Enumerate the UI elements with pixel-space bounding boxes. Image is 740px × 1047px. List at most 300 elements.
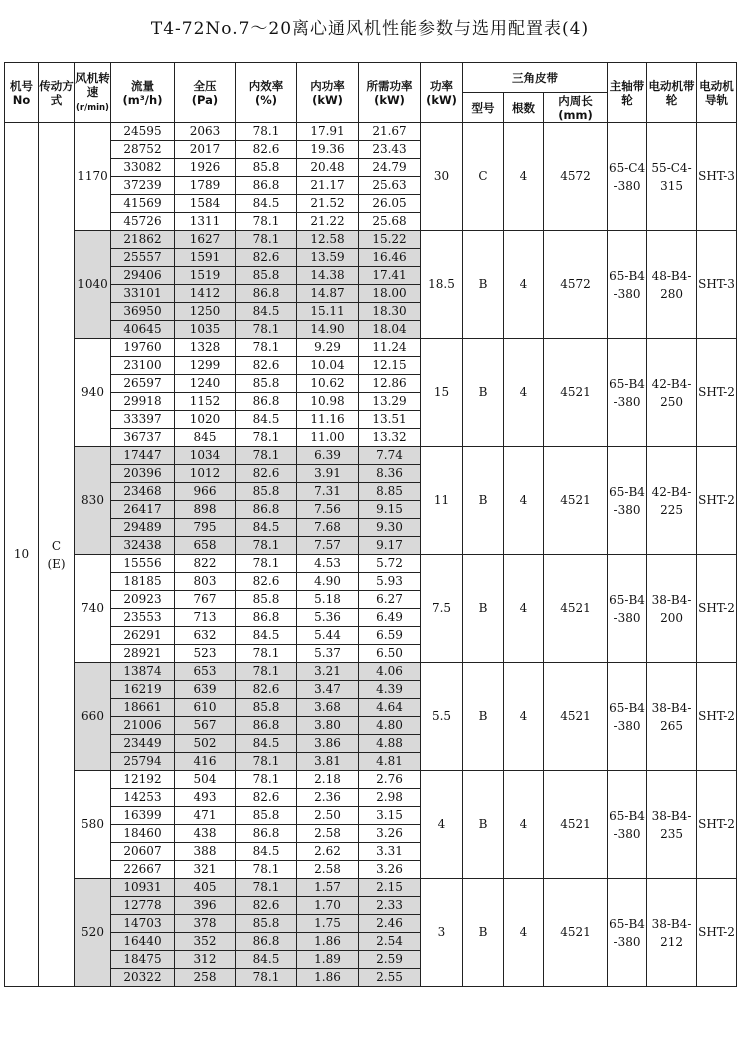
efficiency-cell: 78.1 [236, 213, 297, 231]
pressure-cell: 653 [175, 663, 236, 681]
pressure-cell: 396 [175, 897, 236, 915]
internal-power-cell: 5.44 [297, 627, 359, 645]
header-fan-speed: 风机转速 (r/min) [75, 63, 111, 123]
motor-rail-cell: SHT-3 [697, 123, 737, 231]
flow-cell: 24595 [111, 123, 175, 141]
required-power-cell: 9.30 [359, 519, 421, 537]
table-row [5, 339, 737, 357]
efficiency-cell: 82.6 [236, 573, 297, 591]
pressure-cell: 1250 [175, 303, 236, 321]
belt-type-cell: B [463, 771, 504, 879]
internal-power-cell: 20.48 [297, 159, 359, 177]
efficiency-cell: 86.8 [236, 393, 297, 411]
main-pulley-cell: 65-B4 -380 [608, 771, 647, 879]
header-main-pulley: 主轴带轮 [608, 63, 647, 123]
flow-cell: 20923 [111, 591, 175, 609]
table-row [5, 231, 737, 249]
internal-power-cell: 21.17 [297, 177, 359, 195]
pressure-cell: 1152 [175, 393, 236, 411]
required-power-cell: 21.67 [359, 123, 421, 141]
pressure-cell: 1020 [175, 411, 236, 429]
internal-power-cell: 2.50 [297, 807, 359, 825]
motor-pulley-cell: 42-B4- 250 [647, 339, 697, 447]
required-power-cell: 8.36 [359, 465, 421, 483]
required-power-cell: 2.46 [359, 915, 421, 933]
efficiency-cell: 84.5 [236, 411, 297, 429]
efficiency-cell: 82.6 [236, 249, 297, 267]
pressure-cell: 803 [175, 573, 236, 591]
required-power-cell: 2.33 [359, 897, 421, 915]
table-row [5, 123, 737, 141]
internal-power-cell: 5.37 [297, 645, 359, 663]
internal-power-cell: 3.68 [297, 699, 359, 717]
motor-power-cell: 18.5 [421, 231, 463, 339]
required-power-cell: 16.46 [359, 249, 421, 267]
flow-cell: 13874 [111, 663, 175, 681]
flow-cell: 25794 [111, 753, 175, 771]
internal-power-cell: 21.22 [297, 213, 359, 231]
flow-cell: 14703 [111, 915, 175, 933]
efficiency-cell: 82.6 [236, 465, 297, 483]
efficiency-cell: 84.5 [236, 627, 297, 645]
flow-cell: 21006 [111, 717, 175, 735]
fan-speed-cell: 580 [75, 771, 111, 879]
header-motor-power: 功率 (kW) [421, 63, 463, 123]
pressure-cell: 471 [175, 807, 236, 825]
flow-cell: 28752 [111, 141, 175, 159]
fan-performance-table [4, 62, 737, 987]
required-power-cell: 2.54 [359, 933, 421, 951]
required-power-cell: 2.76 [359, 771, 421, 789]
pressure-cell: 767 [175, 591, 236, 609]
required-power-cell: 6.59 [359, 627, 421, 645]
internal-power-cell: 2.62 [297, 843, 359, 861]
belt-length-cell: 4521 [544, 879, 608, 987]
main-pulley-cell: 65-B4 -380 [608, 663, 647, 771]
internal-power-cell: 3.91 [297, 465, 359, 483]
efficiency-cell: 78.1 [236, 879, 297, 897]
belt-type-cell: B [463, 447, 504, 555]
internal-power-cell: 14.90 [297, 321, 359, 339]
motor-pulley-cell: 48-B4- 280 [647, 231, 697, 339]
efficiency-cell: 82.6 [236, 897, 297, 915]
header-machine-no: 机号 No [5, 63, 39, 123]
internal-power-cell: 1.89 [297, 951, 359, 969]
efficiency-cell: 86.8 [236, 177, 297, 195]
pressure-cell: 567 [175, 717, 236, 735]
drive-type-cell: C (E) [39, 123, 75, 987]
main-pulley-cell: 65-B4 -380 [608, 447, 647, 555]
flow-cell: 22667 [111, 861, 175, 879]
pressure-cell: 352 [175, 933, 236, 951]
internal-power-cell: 9.29 [297, 339, 359, 357]
required-power-cell: 4.06 [359, 663, 421, 681]
internal-power-cell: 4.90 [297, 573, 359, 591]
header-drive-type: 传动方式 [39, 63, 75, 123]
pressure-cell: 1328 [175, 339, 236, 357]
internal-power-cell: 3.86 [297, 735, 359, 753]
pressure-cell: 1240 [175, 375, 236, 393]
efficiency-cell: 78.1 [236, 123, 297, 141]
efficiency-cell: 78.1 [236, 447, 297, 465]
required-power-cell: 8.85 [359, 483, 421, 501]
efficiency-cell: 84.5 [236, 951, 297, 969]
required-power-cell: 12.15 [359, 357, 421, 375]
flow-cell: 21862 [111, 231, 175, 249]
flow-cell: 20396 [111, 465, 175, 483]
required-power-cell: 4.39 [359, 681, 421, 699]
internal-power-cell: 21.52 [297, 195, 359, 213]
internal-power-cell: 4.53 [297, 555, 359, 573]
motor-rail-cell: SHT-2 [697, 339, 737, 447]
motor-pulley-cell: 38-B4- 200 [647, 555, 697, 663]
required-power-cell: 25.68 [359, 213, 421, 231]
flow-cell: 20322 [111, 969, 175, 987]
required-power-cell: 4.88 [359, 735, 421, 753]
required-power-cell: 2.98 [359, 789, 421, 807]
pressure-cell: 1412 [175, 285, 236, 303]
motor-rail-cell: SHT-2 [697, 771, 737, 879]
required-power-cell: 11.24 [359, 339, 421, 357]
efficiency-cell: 82.6 [236, 357, 297, 375]
flow-cell: 18661 [111, 699, 175, 717]
flow-cell: 40645 [111, 321, 175, 339]
internal-power-cell: 1.75 [297, 915, 359, 933]
flow-cell: 28921 [111, 645, 175, 663]
flow-cell: 37239 [111, 177, 175, 195]
pressure-cell: 822 [175, 555, 236, 573]
page-title: T4-72No.7～20离心通风机性能参数与选用配置表(4) [150, 19, 590, 39]
required-power-cell: 6.27 [359, 591, 421, 609]
flow-cell: 32438 [111, 537, 175, 555]
required-power-cell: 3.31 [359, 843, 421, 861]
motor-pulley-cell: 55-C4- 315 [647, 123, 697, 231]
motor-power-cell: 3 [421, 879, 463, 987]
pressure-cell: 312 [175, 951, 236, 969]
header-v-belt: 三角皮带 [463, 63, 608, 93]
efficiency-cell: 86.8 [236, 501, 297, 519]
required-power-cell: 6.50 [359, 645, 421, 663]
fan-speed-cell: 830 [75, 447, 111, 555]
internal-power-cell: 1.70 [297, 897, 359, 915]
flow-cell: 26597 [111, 375, 175, 393]
motor-rail-cell: SHT-2 [697, 555, 737, 663]
internal-power-cell: 10.04 [297, 357, 359, 375]
pressure-cell: 502 [175, 735, 236, 753]
flow-cell: 26291 [111, 627, 175, 645]
belt-type-cell: B [463, 555, 504, 663]
required-power-cell: 13.29 [359, 393, 421, 411]
pressure-cell: 1926 [175, 159, 236, 177]
internal-power-cell: 14.38 [297, 267, 359, 285]
required-power-cell: 17.41 [359, 267, 421, 285]
flow-cell: 19760 [111, 339, 175, 357]
internal-power-cell: 3.81 [297, 753, 359, 771]
efficiency-cell: 86.8 [236, 825, 297, 843]
motor-rail-cell: SHT-2 [697, 447, 737, 555]
flow-cell: 12192 [111, 771, 175, 789]
efficiency-cell: 78.1 [236, 537, 297, 555]
required-power-cell: 4.64 [359, 699, 421, 717]
header-internal-power: 内功率 (kW) [297, 63, 359, 123]
pressure-cell: 713 [175, 609, 236, 627]
fan-speed-cell: 520 [75, 879, 111, 987]
pressure-cell: 632 [175, 627, 236, 645]
efficiency-cell: 86.8 [236, 717, 297, 735]
main-pulley-cell: 65-B4 -380 [608, 879, 647, 987]
header-belt-type: 型号 [463, 93, 504, 123]
fan-speed-cell: 940 [75, 339, 111, 447]
belt-length-cell: 4521 [544, 447, 608, 555]
efficiency-cell: 78.1 [236, 969, 297, 987]
efficiency-cell: 78.1 [236, 339, 297, 357]
efficiency-cell: 82.6 [236, 789, 297, 807]
internal-power-cell: 14.87 [297, 285, 359, 303]
motor-pulley-cell: 38-B4- 235 [647, 771, 697, 879]
internal-power-cell: 15.11 [297, 303, 359, 321]
motor-pulley-cell: 38-B4- 212 [647, 879, 697, 987]
internal-power-cell: 11.16 [297, 411, 359, 429]
table-body [5, 123, 737, 987]
internal-power-cell: 3.47 [297, 681, 359, 699]
flow-cell: 16440 [111, 933, 175, 951]
pressure-cell: 438 [175, 825, 236, 843]
required-power-cell: 24.79 [359, 159, 421, 177]
pressure-cell: 388 [175, 843, 236, 861]
header-belt-count: 根数 [504, 93, 544, 123]
flow-cell: 41569 [111, 195, 175, 213]
pressure-cell: 845 [175, 429, 236, 447]
belt-type-cell: B [463, 339, 504, 447]
motor-power-cell: 5.5 [421, 663, 463, 771]
internal-power-cell: 13.59 [297, 249, 359, 267]
internal-power-cell: 3.80 [297, 717, 359, 735]
belt-count-cell: 4 [504, 231, 544, 339]
flow-cell: 23553 [111, 609, 175, 627]
efficiency-cell: 78.1 [236, 321, 297, 339]
internal-power-cell: 5.36 [297, 609, 359, 627]
header-required-power: 所需功率 (kW) [359, 63, 421, 123]
required-power-cell: 15.22 [359, 231, 421, 249]
required-power-cell: 13.32 [359, 429, 421, 447]
internal-power-cell: 12.58 [297, 231, 359, 249]
flow-cell: 23468 [111, 483, 175, 501]
flow-cell: 26417 [111, 501, 175, 519]
required-power-cell: 5.93 [359, 573, 421, 591]
pressure-cell: 1035 [175, 321, 236, 339]
required-power-cell: 18.00 [359, 285, 421, 303]
motor-pulley-cell: 38-B4- 265 [647, 663, 697, 771]
efficiency-cell: 78.1 [236, 231, 297, 249]
pressure-cell: 1789 [175, 177, 236, 195]
belt-length-cell: 4572 [544, 231, 608, 339]
flow-cell: 12778 [111, 897, 175, 915]
belt-count-cell: 4 [504, 447, 544, 555]
flow-cell: 33397 [111, 411, 175, 429]
internal-power-cell: 7.56 [297, 501, 359, 519]
belt-count-cell: 4 [504, 123, 544, 231]
internal-power-cell: 19.36 [297, 141, 359, 159]
table-row [5, 555, 737, 573]
efficiency-cell: 84.5 [236, 735, 297, 753]
table-row [5, 771, 737, 789]
table-row [5, 447, 737, 465]
belt-count-cell: 4 [504, 663, 544, 771]
flow-cell: 17447 [111, 447, 175, 465]
required-power-cell: 2.15 [359, 879, 421, 897]
motor-rail-cell: SHT-3 [697, 231, 737, 339]
efficiency-cell: 86.8 [236, 609, 297, 627]
belt-type-cell: B [463, 231, 504, 339]
header-flow: 流量 (m³/h) [111, 63, 175, 123]
internal-power-cell: 3.21 [297, 663, 359, 681]
internal-power-cell: 10.98 [297, 393, 359, 411]
table-row [5, 663, 737, 681]
flow-cell: 29489 [111, 519, 175, 537]
belt-length-cell: 4521 [544, 771, 608, 879]
internal-power-cell: 17.91 [297, 123, 359, 141]
internal-power-cell: 5.18 [297, 591, 359, 609]
efficiency-cell: 82.6 [236, 141, 297, 159]
efficiency-cell: 85.8 [236, 699, 297, 717]
flow-cell: 16399 [111, 807, 175, 825]
efficiency-cell: 85.8 [236, 483, 297, 501]
efficiency-cell: 85.8 [236, 267, 297, 285]
belt-length-cell: 4521 [544, 339, 608, 447]
flow-cell: 16219 [111, 681, 175, 699]
main-pulley-cell: 65-B4 -380 [608, 339, 647, 447]
required-power-cell: 3.26 [359, 861, 421, 879]
flow-cell: 18460 [111, 825, 175, 843]
pressure-cell: 1299 [175, 357, 236, 375]
fan-speed-cell: 660 [75, 663, 111, 771]
efficiency-cell: 86.8 [236, 285, 297, 303]
efficiency-cell: 84.5 [236, 519, 297, 537]
required-power-cell: 2.55 [359, 969, 421, 987]
efficiency-cell: 84.5 [236, 303, 297, 321]
belt-count-cell: 4 [504, 555, 544, 663]
internal-power-cell: 7.31 [297, 483, 359, 501]
belt-length-cell: 4572 [544, 123, 608, 231]
header-pressure: 全压 (Pa) [175, 63, 236, 123]
pressure-cell: 1584 [175, 195, 236, 213]
flow-cell: 15556 [111, 555, 175, 573]
motor-power-cell: 11 [421, 447, 463, 555]
pressure-cell: 378 [175, 915, 236, 933]
belt-type-cell: C [463, 123, 504, 231]
machine-no-cell: 10 [5, 123, 39, 987]
required-power-cell: 7.74 [359, 447, 421, 465]
flow-cell: 18185 [111, 573, 175, 591]
internal-power-cell: 11.00 [297, 429, 359, 447]
required-power-cell: 2.59 [359, 951, 421, 969]
header-motor-rail: 电动机导轨 [697, 63, 737, 123]
motor-power-cell: 4 [421, 771, 463, 879]
flow-cell: 23449 [111, 735, 175, 753]
pressure-cell: 493 [175, 789, 236, 807]
required-power-cell: 18.30 [359, 303, 421, 321]
fan-speed-cell: 1170 [75, 123, 111, 231]
pressure-cell: 405 [175, 879, 236, 897]
pressure-cell: 1311 [175, 213, 236, 231]
flow-cell: 18475 [111, 951, 175, 969]
required-power-cell: 12.86 [359, 375, 421, 393]
efficiency-cell: 85.8 [236, 807, 297, 825]
internal-power-cell: 2.58 [297, 861, 359, 879]
motor-pulley-cell: 42-B4- 225 [647, 447, 697, 555]
flow-cell: 29406 [111, 267, 175, 285]
flow-cell: 45726 [111, 213, 175, 231]
flow-cell: 29918 [111, 393, 175, 411]
efficiency-cell: 78.1 [236, 771, 297, 789]
internal-power-cell: 1.86 [297, 969, 359, 987]
required-power-cell: 26.05 [359, 195, 421, 213]
internal-power-cell: 2.58 [297, 825, 359, 843]
pressure-cell: 2017 [175, 141, 236, 159]
motor-rail-cell: SHT-2 [697, 663, 737, 771]
header-motor-pulley: 电动机带轮 [647, 63, 697, 123]
flow-cell: 23100 [111, 357, 175, 375]
pressure-cell: 610 [175, 699, 236, 717]
pressure-cell: 1627 [175, 231, 236, 249]
efficiency-cell: 78.1 [236, 555, 297, 573]
table-row [5, 879, 737, 897]
header-belt-length: 内周长 (mm) [544, 93, 608, 123]
belt-count-cell: 4 [504, 339, 544, 447]
efficiency-cell: 78.1 [236, 861, 297, 879]
required-power-cell: 5.72 [359, 555, 421, 573]
pressure-cell: 898 [175, 501, 236, 519]
pressure-cell: 1012 [175, 465, 236, 483]
required-power-cell: 25.63 [359, 177, 421, 195]
internal-power-cell: 2.18 [297, 771, 359, 789]
internal-power-cell: 7.57 [297, 537, 359, 555]
required-power-cell: 23.43 [359, 141, 421, 159]
efficiency-cell: 86.8 [236, 933, 297, 951]
pressure-cell: 1519 [175, 267, 236, 285]
required-power-cell: 9.15 [359, 501, 421, 519]
fan-speed-cell: 1040 [75, 231, 111, 339]
efficiency-cell: 82.6 [236, 681, 297, 699]
header-efficiency: 内效率 (%) [236, 63, 297, 123]
required-power-cell: 4.80 [359, 717, 421, 735]
pressure-cell: 966 [175, 483, 236, 501]
pressure-cell: 523 [175, 645, 236, 663]
motor-rail-cell: SHT-2 [697, 879, 737, 987]
efficiency-cell: 85.8 [236, 375, 297, 393]
belt-type-cell: B [463, 663, 504, 771]
flow-cell: 20607 [111, 843, 175, 861]
pressure-cell: 658 [175, 537, 236, 555]
efficiency-cell: 85.8 [236, 159, 297, 177]
belt-count-cell: 4 [504, 771, 544, 879]
efficiency-cell: 85.8 [236, 591, 297, 609]
flow-cell: 33082 [111, 159, 175, 177]
internal-power-cell: 7.68 [297, 519, 359, 537]
flow-cell: 25557 [111, 249, 175, 267]
internal-power-cell: 6.39 [297, 447, 359, 465]
efficiency-cell: 84.5 [236, 843, 297, 861]
belt-count-cell: 4 [504, 879, 544, 987]
pressure-cell: 795 [175, 519, 236, 537]
main-pulley-cell: 65-B4 -380 [608, 555, 647, 663]
fan-speed-cell: 740 [75, 555, 111, 663]
efficiency-cell: 84.5 [236, 195, 297, 213]
pressure-cell: 639 [175, 681, 236, 699]
efficiency-cell: 78.1 [236, 429, 297, 447]
efficiency-cell: 78.1 [236, 663, 297, 681]
required-power-cell: 3.26 [359, 825, 421, 843]
